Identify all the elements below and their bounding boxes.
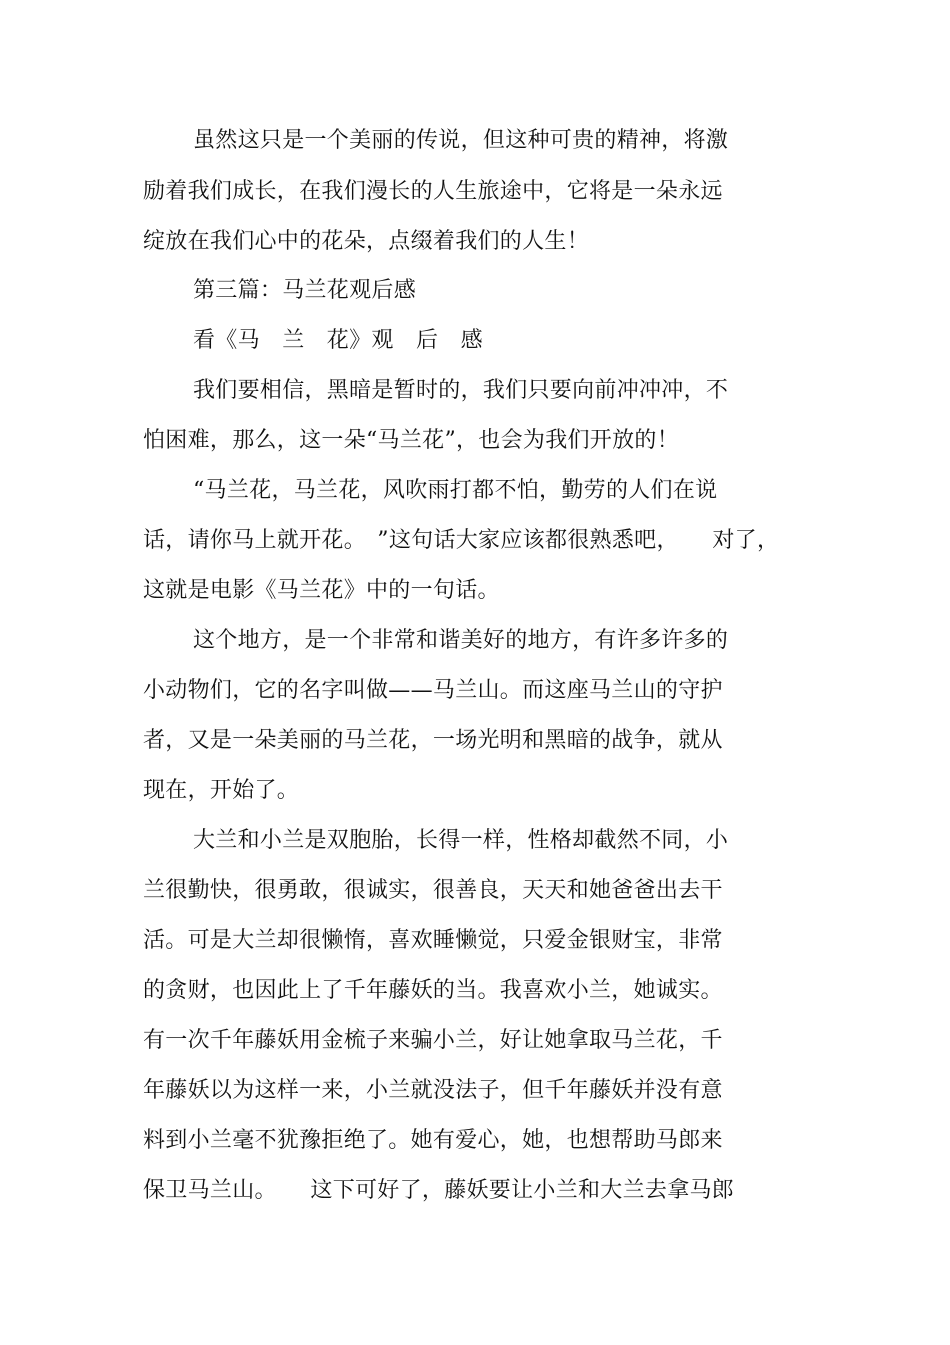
text-line: 有一次千年藤妖用金梳子来骗小兰，好让她拿取马兰花，千 bbox=[143, 1028, 723, 1053]
text-line: 励着我们成长，在我们漫长的人生旅途中，它将是一朵永远 bbox=[143, 179, 723, 204]
text-line: 兰很勤快，很勇敢，很诚实，很善良，天天和她爸爸出去干 bbox=[143, 878, 723, 903]
text-line: 者，又是一朵美丽的马兰花，一场光明和黑暗的战争，就从 bbox=[143, 728, 723, 753]
section-title: 看《马 兰 花》观 后 感 bbox=[193, 328, 483, 353]
text-line: 这个地方，是一个非常和谐美好的地方，有许多许多的 bbox=[193, 628, 729, 653]
text-line: 怕困难，那么，这一朵“马兰花”，也会为我们开放的！ bbox=[143, 428, 679, 453]
text-line: 保卫马兰山。 这下可好了，藤妖要让小兰和大兰去拿马郎 bbox=[143, 1178, 735, 1203]
text-line: 虽然这只是一个美丽的传说，但这种可贵的精神，将激 bbox=[193, 128, 729, 153]
text-line: 大兰和小兰是双胞胎，长得一样，性格却截然不同，小 bbox=[193, 828, 729, 853]
section-heading: 第三篇：马兰花观后感 bbox=[193, 278, 417, 303]
text-line: 这就是电影《马兰花》中的一句话。 bbox=[143, 578, 500, 603]
text-line: 我们要相信，黑暗是暂时的，我们只要向前冲冲冲，不 bbox=[193, 378, 729, 403]
text-line: 小动物们，它的名字叫做——马兰山。而这座马兰山的守护 bbox=[143, 678, 723, 703]
text-line: 年藤妖以为这样一来，小兰就没法子，但千年藤妖并没有意 bbox=[143, 1078, 723, 1103]
text-line: “马兰花，马兰花，风吹雨打都不怕，勤劳的人们在说 bbox=[193, 478, 718, 503]
text-line: 的贪财，也因此上了千年藤妖的当。我喜欢小兰，她诚实。 bbox=[143, 978, 723, 1003]
text-line: 现在，开始了。 bbox=[143, 778, 300, 803]
text-line: 绽放在我们心中的花朵，点缀着我们的人生！ bbox=[143, 229, 590, 254]
text-line: 话，请你马上就开花。 ”这句话大家应该都很熟悉吧， 对了， bbox=[143, 528, 780, 553]
text-line: 活。可是大兰却很懒惰，喜欢睡懒觉，只爱金银财宝，非常 bbox=[143, 928, 723, 953]
text-line: 料到小兰毫不犹豫拒绝了。她有爱心，她，也想帮助马郎来 bbox=[143, 1128, 723, 1153]
